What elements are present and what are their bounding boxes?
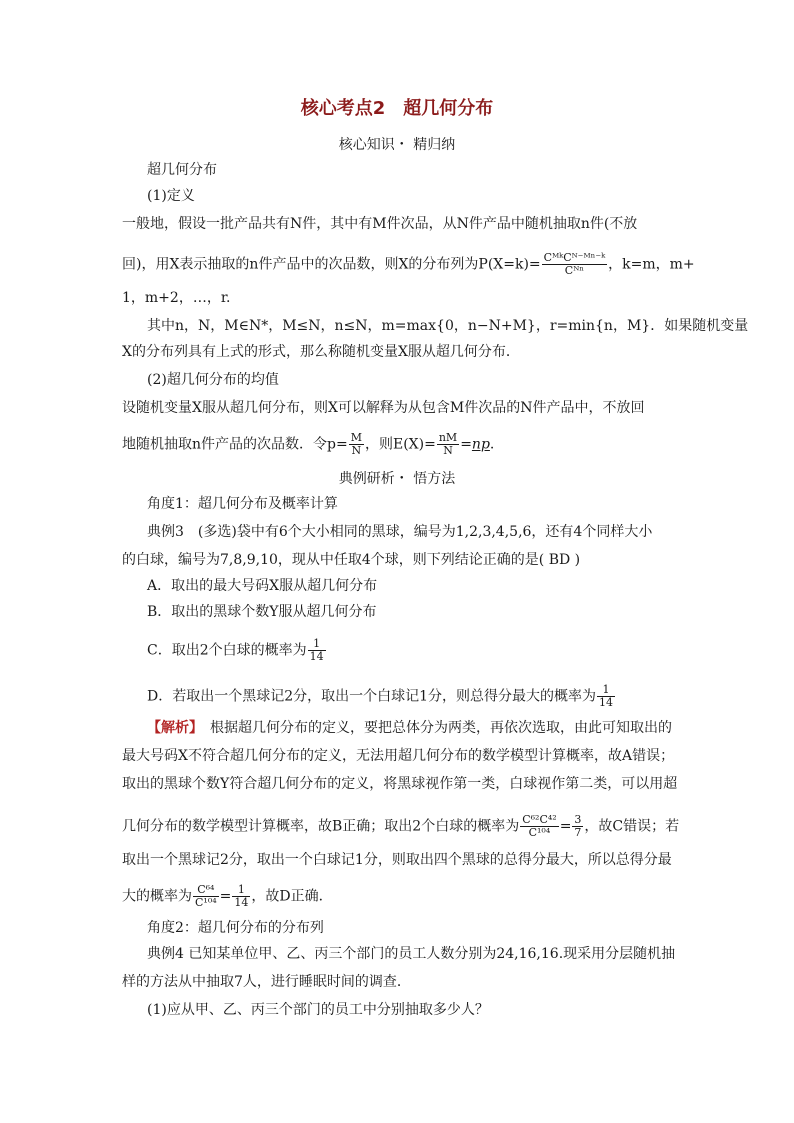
text: D．若取出一个黑球记2分，取出一个白球记1分，则总得分最大的概率为 [147, 688, 597, 705]
section-heading-examples: 典例研析・ 悟方法 [338, 471, 456, 487]
mean-label: (2)超几何分布的均值 [147, 372, 279, 388]
text: 根据超几何分布的定义，要把总体分为两类，再依次选取，由此可知取出的 [196, 720, 672, 736]
text: ，故C错误；若 [584, 818, 680, 835]
fraction [308, 638, 326, 663]
text: . [489, 436, 495, 453]
option-a: A．取出的最大号码X服从超几何分布 [147, 578, 378, 594]
text: C．取出2个白球的概率为 [147, 642, 307, 659]
fraction-denominator: C¹⁰⁴ [528, 826, 551, 839]
fraction-denominator: 14 [309, 650, 324, 663]
text: = [559, 818, 572, 835]
solution-line: 最大号码X不符合超几何分布的定义，无法用超几何分布的数学模型计算概率，故A错误； [122, 748, 675, 764]
fraction-numerator: 1 [308, 638, 326, 651]
definition-line: 其中n，N，M∈N*，M≤N，n≤N，m=max{0，n−N+M}，r=min{n，M}．如果随机变量 [147, 318, 749, 334]
fraction [572, 814, 583, 839]
mean-line [122, 432, 494, 457]
fraction-denominator: Cᴺⁿ [564, 264, 585, 277]
fraction-denominator: N [443, 444, 453, 457]
fraction-denominator: 14 [599, 696, 614, 709]
solution-line: 取出的黑球个数Y符合超几何分布的定义，将黑球视作第一类，白球视作第二类，可以用超 [122, 776, 678, 792]
fraction-numerator: 3 [574, 813, 582, 826]
text: = [219, 888, 232, 905]
text: 回)，用X表示抽取的n件产品中的次品数，则X的分布列为P(X=k)= [122, 256, 541, 273]
text: ，则E(X)= [364, 436, 436, 453]
definition-label: (1)定义 [147, 188, 195, 204]
hypergeometric-formula [542, 252, 607, 277]
solution-line: 取出一个黑球记2分，取出一个白球记1分，则取出四个黑球的总得分最大，所以总得分最 [122, 852, 672, 868]
option-c [147, 638, 327, 663]
definition-line: 一般地，假设一批产品共有N件，其中有M件次品，从N件产品中随机抽取n件(不放 [122, 216, 638, 232]
fraction-denominator: C¹⁰⁴ [195, 896, 217, 909]
section-heading-knowledge: 核心知识・ 精归纳 [338, 137, 456, 153]
fraction-denominator: 14 [234, 896, 249, 909]
text: 大的概率为 [122, 888, 192, 905]
fraction-numerator: M [350, 431, 362, 444]
fraction [232, 884, 250, 909]
text: 地随机抽取n件产品的次品数．令p= [122, 436, 348, 453]
solution-line [122, 884, 333, 909]
fraction [597, 684, 615, 709]
solution-tag: 【解析】 [147, 720, 196, 736]
option-d [147, 684, 616, 709]
example-line: 样的方法从中抽取7人，进行睡眠时间的调查． [122, 974, 411, 990]
question-line: (1)应从甲、乙、丙三个部门的员工中分别抽取多少人？ [147, 1002, 489, 1018]
fraction-numerator: C⁶⁴ [193, 884, 219, 897]
example-line: 的白球，编号为7,8,9,10，现从中任取4个球，则下列结论正确的是( BD ) [122, 552, 581, 568]
topic-label: 超几何分布 [147, 162, 217, 178]
text: ，k=m，m+ [608, 256, 695, 273]
page-title: 核心考点2 超几何分布 [300, 98, 494, 119]
definition-line [122, 252, 695, 277]
fraction-numerator: CᴹᵏCᴺ⁻ᴹⁿ⁻ᵏ [543, 251, 606, 264]
option-b: B．取出的黑球个数Y服从超几何分布 [147, 604, 377, 620]
fraction-numerator: nM [438, 431, 458, 444]
example-line: 典例4 已知某单位甲、乙、丙三个部门的员工人数分别为24,16,16.现采用分层随机抽 [147, 946, 676, 962]
fraction-numerator: 1 [232, 884, 250, 897]
fraction [520, 814, 558, 839]
fraction [437, 432, 459, 457]
fraction-denominator: N [351, 444, 362, 457]
definition-line: X的分布列具有上式的形式，那么称随机变量X服从超几何分布． [122, 344, 520, 360]
fraction-numerator: C⁶²C⁴² [522, 813, 557, 826]
mean-line: 设随机变量X服从超几何分布，则X可以解释为从包含M件次品的N件产品中，不放回 [122, 400, 645, 416]
text: ，故D正确． [251, 888, 333, 905]
fraction [349, 432, 364, 457]
fraction-numerator: 1 [597, 684, 615, 697]
example-line: 典例3 (多选)袋中有6个大小相同的黑球，编号为1,2,3,4,5,6，还有4个同样大小 [147, 524, 653, 540]
definition-line: 1，m+2，…，r. [122, 290, 231, 306]
angle-heading: 角度1：超几何分布及概率计算 [147, 496, 338, 512]
fraction [193, 884, 219, 909]
text: 几何分布的数学模型计算概率，故B正确；取出2个白球的概率为 [122, 818, 520, 835]
text: = [460, 436, 472, 453]
solution-line [122, 814, 679, 839]
solution-line [147, 718, 672, 738]
angle-heading: 角度2：超几何分布的分布列 [147, 920, 324, 936]
fraction-denominator: 7 [574, 826, 582, 839]
answer-blank: np [471, 436, 490, 453]
